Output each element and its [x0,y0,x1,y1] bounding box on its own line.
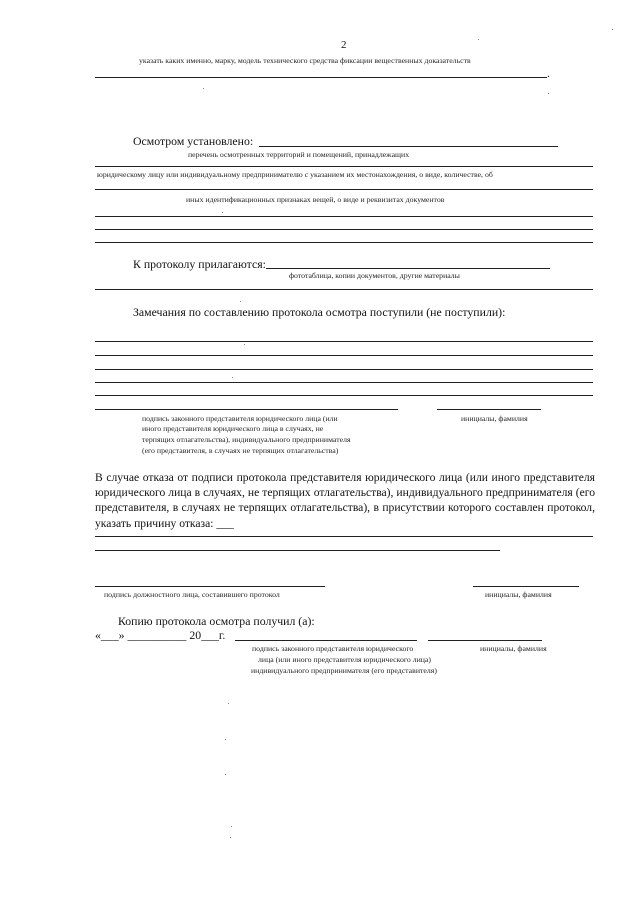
rep-signature-hint-3: терпящих отлагательства), индивидуального предпринимателя [142,435,351,444]
inspection-line-5 [95,229,593,230]
page-number: 2 [341,39,347,51]
official-initials-line [473,586,579,587]
inspection-label: Осмотром установлено: [133,134,254,148]
scan-speck [230,837,231,838]
attachments-hint: фототаблица, копии документов, другие материалы [289,271,460,280]
scan-speck [225,774,226,775]
inspection-hint-1: перечень осмотренных территорий и помещений, принадлежащих [188,150,410,159]
date-month-blank: __________ [127,628,187,642]
inspection-line-2 [95,166,593,167]
remarks-line-2 [95,355,593,356]
rep-signature-line [95,409,398,410]
date-year-blank: ___ [201,628,219,642]
remarks-line-5 [95,395,593,396]
attachments-line-2 [95,289,593,290]
scan-speck [228,703,229,704]
refusal-paragraph: В случае отказа от подписи протокола представителя юридического лица (или иного представителя юридического лица в случаях, не терпящих отлагательства), индивидуального предпринимателя (его представителя, в случаях не терпящих отлагательства), в присутствии которого составлен протокол, указать причину отказа: ___ [95,471,595,530]
remarks-label: Замечания по составлению протокола осмотра поступили (не поступили): [133,305,506,319]
scan-speck [548,93,549,94]
rep-signature-hint-2: иного представителя юридического лица в случаях, не [142,424,324,433]
attachments-label: К протоколу прилагаются: [133,257,266,271]
scan-speck [203,88,204,89]
inspection-line-4 [95,216,593,217]
refusal-line-2 [95,550,500,551]
receiver-initials-hint: инициалы, фамилия [480,644,547,653]
remarks-line-1 [95,341,593,342]
inspection-hint-3: иных идентификационных признаках вещей, о виде и реквизитах документов [186,195,445,204]
receiver-signature-hint-3: индивидуального предпринимателя (его представителя) [251,666,437,675]
scan-speck [232,377,233,378]
date-day-blank: ___ [100,628,119,642]
scan-speck [240,301,241,302]
receiver-initials-line [428,640,542,641]
evidence-line-end: . [547,66,550,80]
scan-speck [244,344,245,345]
official-initials-hint: инициалы, фамилия [485,590,552,599]
official-signature-line [95,586,325,587]
date-year-suffix: г. [218,628,226,642]
inspection-line-3 [95,189,593,190]
scan-speck [612,29,613,30]
date-field [95,628,225,643]
date-year-prefix: 20 [189,628,202,642]
refusal-line-1 [95,536,593,537]
inspection-hint-2: юридическому лицу или индивидуальному предпринимателю с указанием их местонахождения, о виде, количестве, об [97,170,493,179]
date-open-quote: « [95,628,101,642]
scan-speck [478,39,479,40]
rep-initials-line [437,409,541,410]
rep-signature-hint-1: подпись законного представителя юридического лица (или [142,414,338,423]
rep-signature-hint-4: (его представителя, в случаях не терпящих отлагательства) [142,446,339,455]
remarks-line-4 [95,382,593,383]
scan-speck [222,212,223,213]
rep-initials-hint: инициалы, фамилия [461,414,528,423]
copy-received-label: Копию протокола осмотра получил (а): [118,614,315,628]
official-signature-hint: подпись должностного лица, составившего протокол [104,590,280,599]
evidence-device-line [95,77,547,78]
remarks-line-3 [95,369,593,370]
receiver-signature-line [235,640,417,641]
inspection-line [259,146,558,147]
attachments-line [266,268,550,269]
scan-speck [225,739,226,740]
evidence-device-hint: указать каких именно, марку, модель технического средства фиксации вещественных доказательств [139,56,471,65]
scan-speck [231,826,232,827]
date-close-quote: » [118,628,125,642]
inspection-line-6 [95,242,593,243]
receiver-signature-hint-1: подпись законного представителя юридического [252,644,414,653]
receiver-signature-hint-2: лица (или иного представителя юридического лица) [258,655,431,664]
